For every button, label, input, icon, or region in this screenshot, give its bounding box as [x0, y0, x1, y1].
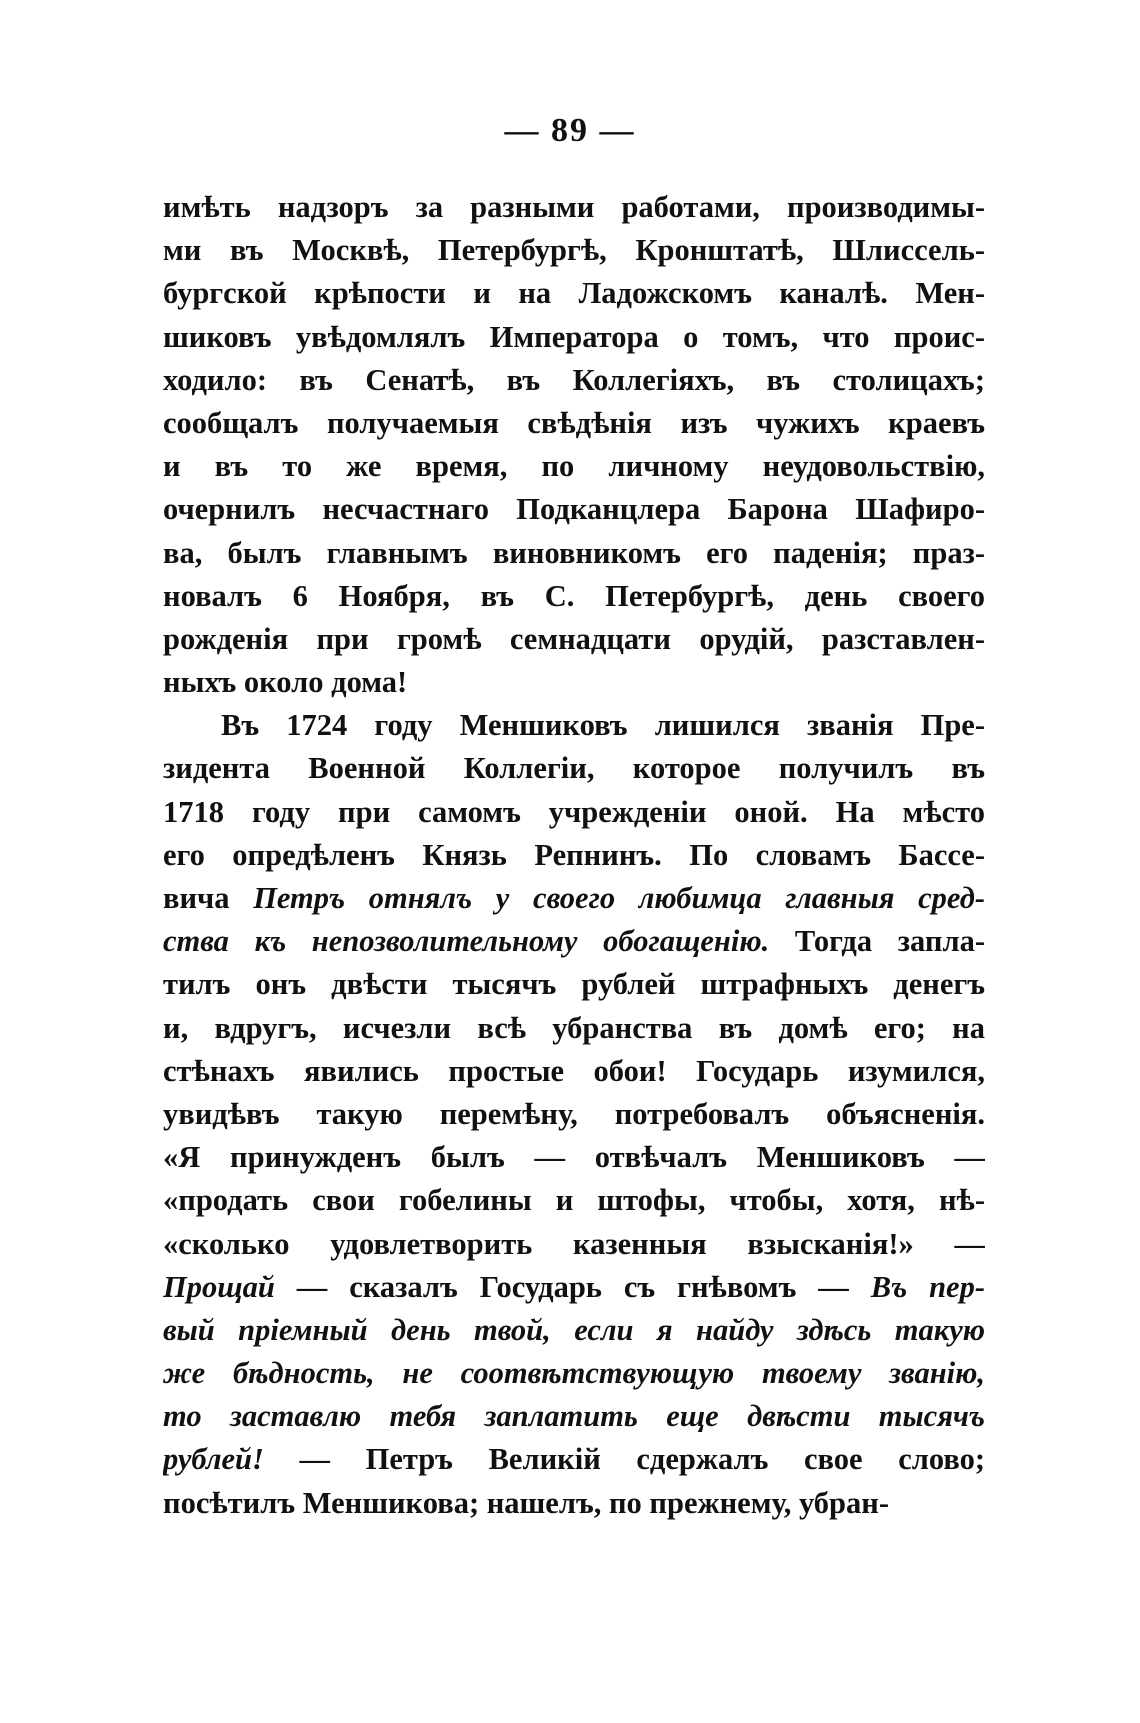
italic-text: Въ пер- — [870, 1269, 985, 1304]
text-line — [163, 877, 985, 920]
text-segment: Тогда запла- — [769, 924, 985, 959]
italic-text: Прощай — [163, 1269, 275, 1304]
text-line — [163, 618, 985, 661]
text-segment: зидента Военной Коллегіи, которое получилъ въ — [163, 751, 985, 786]
text-segment: тилъ онъ двѣсти тысячъ рублей штрафныхъ денегъ — [163, 967, 985, 1002]
text-segment: ва, былъ главнымъ виновникомъ его паденія; праз- — [163, 535, 985, 570]
paragraph — [163, 704, 985, 1525]
text-segment: сообщалъ получаемыя свѣдѣнія изъ чужихъ краевъ — [163, 405, 985, 440]
text-line — [163, 1007, 985, 1050]
text-line — [163, 1179, 985, 1222]
text-segment: вича — [163, 881, 254, 915]
text-line — [163, 272, 985, 315]
text-segment: рожденія при громѣ семнадцати орудій, разставлен- — [163, 621, 985, 656]
text-line — [163, 1309, 985, 1352]
text-segment: Въ 1724 году Меншиковъ лишился званія Пре- — [221, 708, 985, 743]
page-number: — 89 — — [504, 112, 636, 149]
italic-text: рублей! — [163, 1442, 264, 1477]
text-line — [163, 791, 985, 834]
text-segment: новалъ 6 Ноября, въ С. Петербургѣ, день своего — [163, 578, 985, 613]
italic-text: вый пріемный день твой, если я найду здѣсь такую — [163, 1312, 985, 1347]
text-segment: имѣть надзоръ за разными работами, производимы- — [163, 190, 985, 224]
text-line — [163, 532, 985, 575]
text-line — [163, 661, 985, 704]
text-line — [163, 1223, 985, 1266]
text-line — [163, 920, 985, 963]
text-line — [163, 1093, 985, 1136]
body-text — [163, 186, 985, 1525]
text-line — [163, 1266, 985, 1309]
text-line — [163, 1438, 985, 1481]
text-line — [163, 359, 985, 402]
text-segment: — сказалъ Государь съ гнѣвомъ — — [274, 1269, 871, 1304]
text-segment: ныхъ около дома! — [163, 665, 408, 700]
text-line — [163, 1136, 985, 1179]
text-line — [163, 229, 985, 272]
text-line — [163, 1352, 985, 1395]
italic-text: же бѣдность, не соотвѣтствующую твоему званію, — [163, 1356, 985, 1391]
text-line — [163, 747, 985, 790]
italic-text: Петръ отнялъ у своего любимца главныя сред- — [253, 881, 985, 915]
text-segment: «сколько удовлетворить казенныя взысканія!» — — [163, 1226, 985, 1261]
text-segment: бургской крѣпости и на Ладожскомъ каналѣ. Мен- — [163, 276, 985, 311]
text-segment: ходило: въ Сенатѣ, въ Коллегіяхъ, въ столицахъ; — [163, 362, 985, 397]
text-line — [163, 834, 985, 877]
text-line — [163, 704, 985, 747]
text-segment: и, вдругъ, исчезли всѣ убранства въ домѣ его; на — [163, 1010, 985, 1045]
text-segment: — Петръ Великій сдержалъ свое слово; — [263, 1442, 985, 1477]
text-segment: шиковъ увѣдомлялъ Императора о томъ, что проис- — [163, 319, 985, 354]
italic-text: то заставлю тебя заплатить еще двѣсти тысячъ — [163, 1399, 985, 1434]
text-segment: и въ то же время, по личному неудовольствію, — [163, 449, 985, 484]
text-line — [163, 1482, 985, 1525]
text-line — [163, 316, 985, 359]
text-segment: ми въ Москвѣ, Петербургѣ, Кронштатѣ, Шлиссель- — [163, 233, 985, 268]
text-segment: 1718 году при самомъ учрежденіи оной. На мѣсто — [163, 794, 985, 829]
text-line — [163, 1050, 985, 1093]
text-line — [163, 963, 985, 1006]
text-segment: «Я принужденъ былъ — отвѣчалъ Меншиковъ — — [163, 1140, 985, 1175]
text-segment: посѣтилъ Меншикова; нашелъ, по прежнему, убран- — [163, 1485, 889, 1520]
text-segment: очернилъ несчастнаго Подканцлера Барона Шафиро- — [163, 492, 985, 527]
text-line — [163, 575, 985, 618]
text-segment: увидѣвъ такую перемѣну, потребовалъ объясненія. — [163, 1096, 985, 1131]
text-segment: его опредѣленъ Князь Репнинъ. По словамъ Бассе- — [163, 837, 985, 872]
text-line — [163, 186, 985, 229]
paragraph — [163, 186, 985, 704]
text-segment: стѣнахъ явились простые обои! Государь изумился, — [163, 1053, 985, 1088]
italic-text: ства къ непозволительному обогащенію. — [163, 924, 770, 959]
text-line — [163, 445, 985, 488]
text-line — [163, 402, 985, 445]
text-segment: «продать свои гобелины и штофы, чтобы, хотя, нѣ- — [163, 1183, 985, 1218]
text-line — [163, 488, 985, 531]
text-line — [163, 1395, 985, 1438]
